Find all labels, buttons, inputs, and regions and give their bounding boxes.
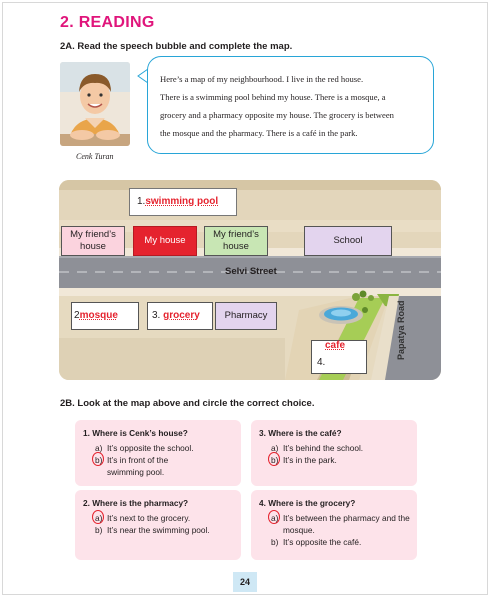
question-box-2 xyxy=(75,490,241,560)
neighbourhood-map xyxy=(59,180,441,380)
bubble-line: the mosque and the pharmacy. There is a café in the park. xyxy=(160,128,358,138)
task-2b-heading: 2B. Look at the map above and circle the correct choice. xyxy=(60,398,315,409)
section-title: 2. READING xyxy=(60,14,155,31)
option-text: It’s behind the school. xyxy=(283,443,364,453)
question-text: 4. Where is the grocery? xyxy=(259,498,356,508)
swimming-pool-box xyxy=(129,188,237,216)
my-house xyxy=(133,226,197,256)
option-text: swimming pool. xyxy=(107,467,165,477)
option-a-continued xyxy=(259,524,411,536)
option-a[interactable]: a) It’s between the pharmacy and the xyxy=(259,512,411,524)
pharmacy xyxy=(215,302,277,330)
option-b[interactable]: b) It’s near the swimming pool. xyxy=(95,525,210,535)
grocery-box xyxy=(147,302,213,330)
bubble-line: grocery and a pharmacy opposite my house. The grocery is between xyxy=(160,110,394,120)
street-label: Selvi Street xyxy=(225,266,277,277)
bubble-line: There is a swimming pool behind my house. There is a mosque, a xyxy=(160,92,386,102)
question-box-4 xyxy=(251,490,417,560)
option-b[interactable]: b) It’s in the park. xyxy=(259,454,411,466)
grocery-answer: grocery xyxy=(163,310,200,321)
option-b-continued xyxy=(83,466,235,478)
my-house-label: My house xyxy=(144,235,186,246)
option-text: It’s next to the grocery. xyxy=(107,513,191,523)
friends-house-label-line: My friend’s xyxy=(70,229,116,240)
speech-bubble xyxy=(147,56,434,154)
mosque-answer: mosque xyxy=(79,310,118,321)
option-text: It’s in the park. xyxy=(283,455,337,465)
friends-house-right xyxy=(204,226,268,256)
option-text: mosque. xyxy=(283,525,315,535)
option-a[interactable]: a) It’s next to the grocery. xyxy=(83,512,235,524)
question-box-1 xyxy=(75,420,241,486)
bubble-corner-cover xyxy=(425,148,439,154)
option-text: It’s near the swimming pool. xyxy=(107,525,210,535)
bubble-line: Here’s a map of my neighbourhood. I live in the red house. xyxy=(160,74,364,84)
friends-house-label-line: house xyxy=(80,241,106,252)
photo-caption: Cenk Turan xyxy=(76,152,114,161)
friends-house-left xyxy=(61,226,125,256)
pharmacy-label: Pharmacy xyxy=(224,310,268,321)
question-text: 3. Where is the café? xyxy=(259,428,342,438)
cafe-answer: cafe xyxy=(325,340,346,351)
option-a[interactable]: a) It’s opposite the school. xyxy=(95,443,194,453)
swimming-pool-answer: swimming pool xyxy=(145,196,219,207)
question-text: 2. Where is the pharmacy? xyxy=(83,498,189,508)
option-text: It’s opposite the school. xyxy=(107,443,194,453)
friends-house-label-line: house xyxy=(223,241,249,252)
task-2a-heading: 2A. Read the speech bubble and complete the map. xyxy=(60,41,293,52)
option-text: It’s opposite the café. xyxy=(283,537,362,547)
option-text: It’s in front of the xyxy=(107,455,169,465)
boy-photo xyxy=(60,62,130,146)
option-text: It’s between the pharmacy and the xyxy=(283,513,410,523)
swimming-pool-number: 1. xyxy=(137,196,146,207)
school-label: School xyxy=(333,235,363,246)
grocery-number: 3. xyxy=(152,310,161,321)
question-text: 1. Where is Cenk’s house? xyxy=(83,428,188,438)
road-label: Papatya Road xyxy=(396,300,406,360)
option-a[interactable]: a) It’s behind the school. xyxy=(271,443,364,453)
option-b[interactable]: b) It’s in front of the xyxy=(83,454,235,466)
cafe-number: 4. xyxy=(317,357,326,368)
school xyxy=(304,226,392,256)
friends-house-label-line: My friend’s xyxy=(213,229,259,240)
option-b[interactable]: b) It’s opposite the café. xyxy=(271,537,362,547)
page-number: 24 xyxy=(233,572,257,592)
mosque-number: 2 xyxy=(74,310,80,321)
map-background xyxy=(59,180,441,380)
question-box-3 xyxy=(251,420,417,486)
mosque-box xyxy=(71,302,139,330)
